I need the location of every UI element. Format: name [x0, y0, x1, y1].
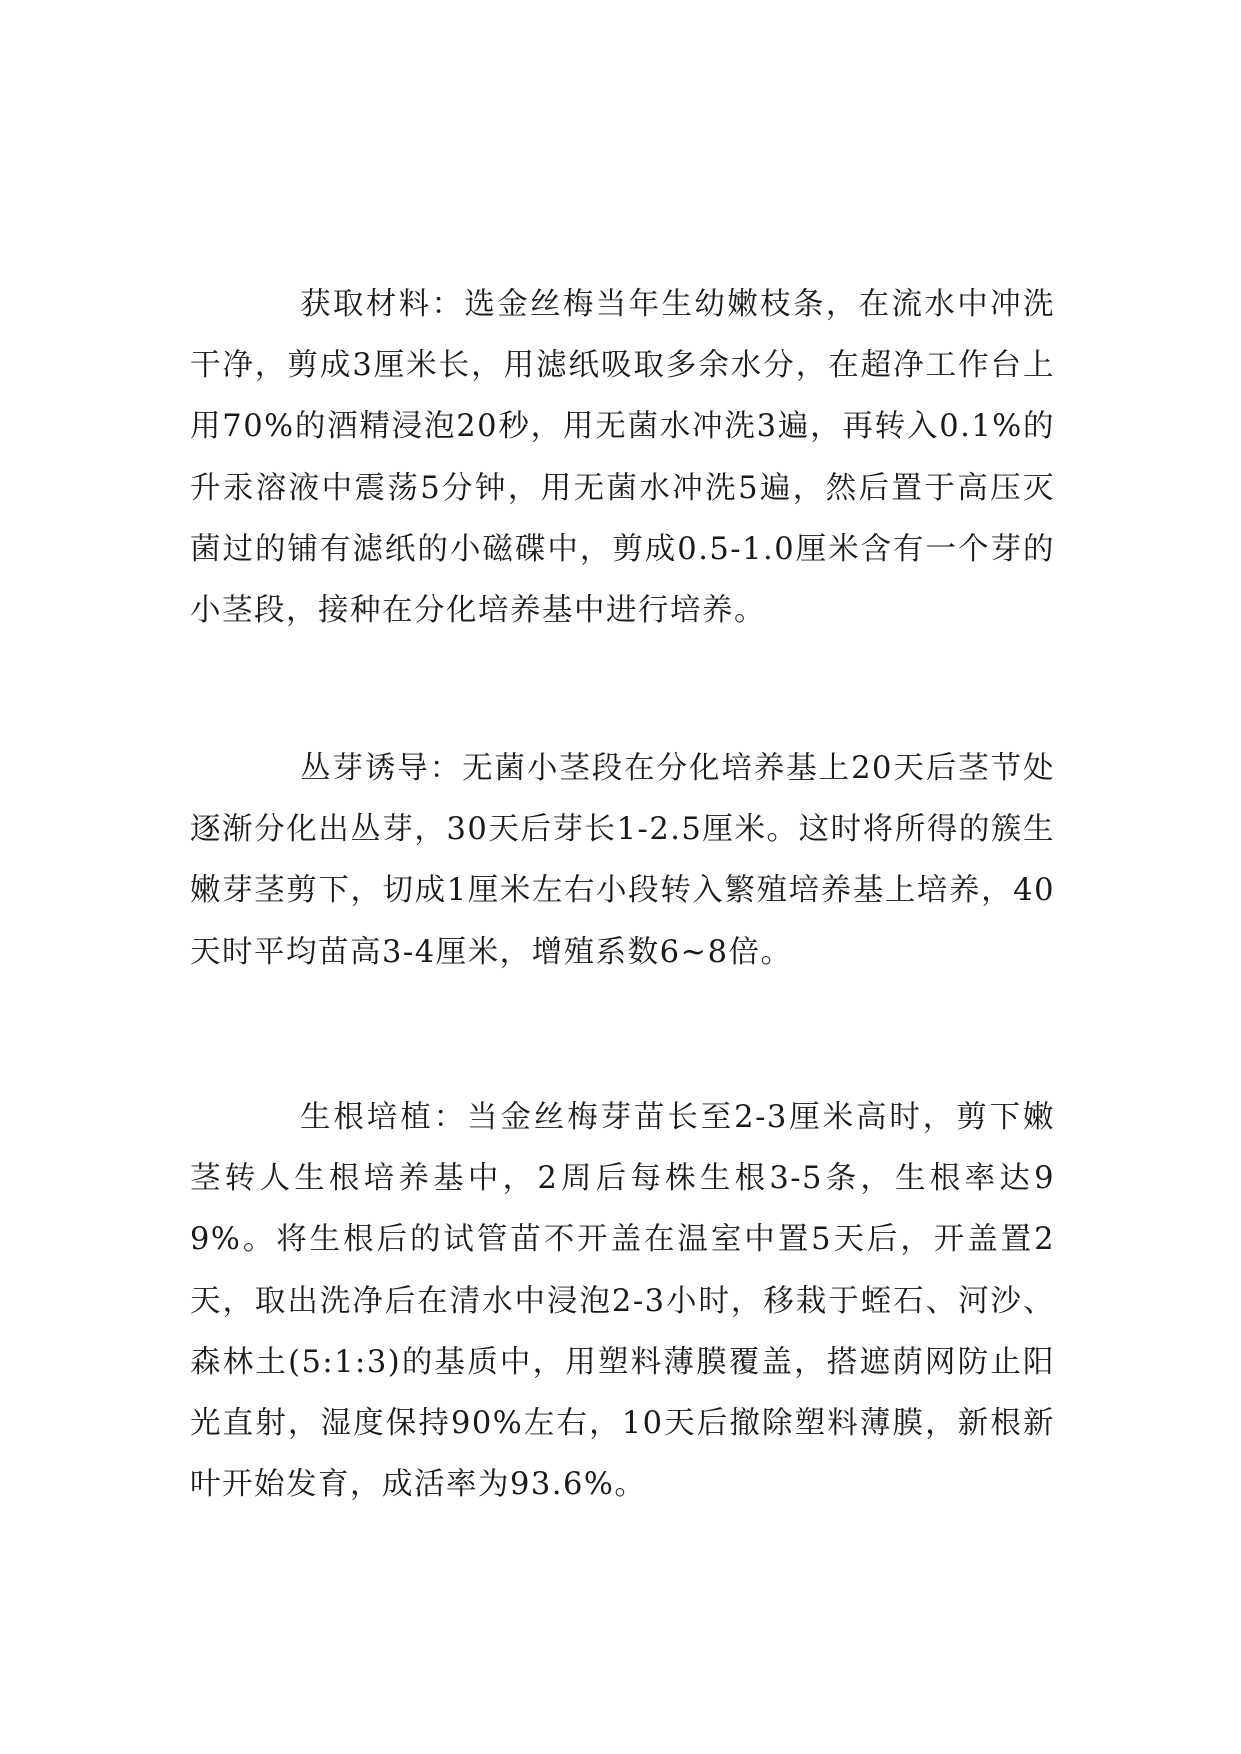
paragraph-bud-induction: 丛芽诱导：无菌小茎段在分化培养基上20天后茎节处逐渐分化出丛芽，30天后芽长1-2.5厘米。这时将所得的簇生嫩芽茎剪下，切成1厘米左右小段转入繁殖培养基上培养，40天时平均苗高3-4厘米，增殖系数6~8倍。 — [190, 751, 1055, 970]
paragraph-rooting-cultivation: 生根培植：当金丝梅芽苗长至2-3厘米高时，剪下嫩茎转人生根培养基中，2周后每株生根3-5条，生根率达99%。将生根后的试管苗不开盖在温室中置5天后，开盖置2天，取出洗净后在清水中浸泡2-3小时，移栽于蛭石、河沙、森林土(5:1:3)的基质中，用塑料薄膜覆盖，搭遮荫网防止阳光直射，湿度保持90%左右，10天后撤除塑料薄膜，新根新叶开始发育，成活率为93.6%。 — [190, 1100, 1055, 1503]
paragraph-obtain-material: 获取材料：选金丝梅当年生幼嫩枝条，在流水中冲洗干净，剪成3厘米长，用滤纸吸取多余水分，在超净工作台上用70%的酒精浸泡20秒，用无菌水冲洗3遍，再转入0.1%的升汞溶液中震荡5分钟，用无菌水冲洗5遍，然后置于高压灭菌过的铺有滤纸的小磁碟中，剪成0.5-1.0厘米含有一个芽的小茎段，接种在分化培养基中进行培养。 — [190, 287, 1055, 629]
